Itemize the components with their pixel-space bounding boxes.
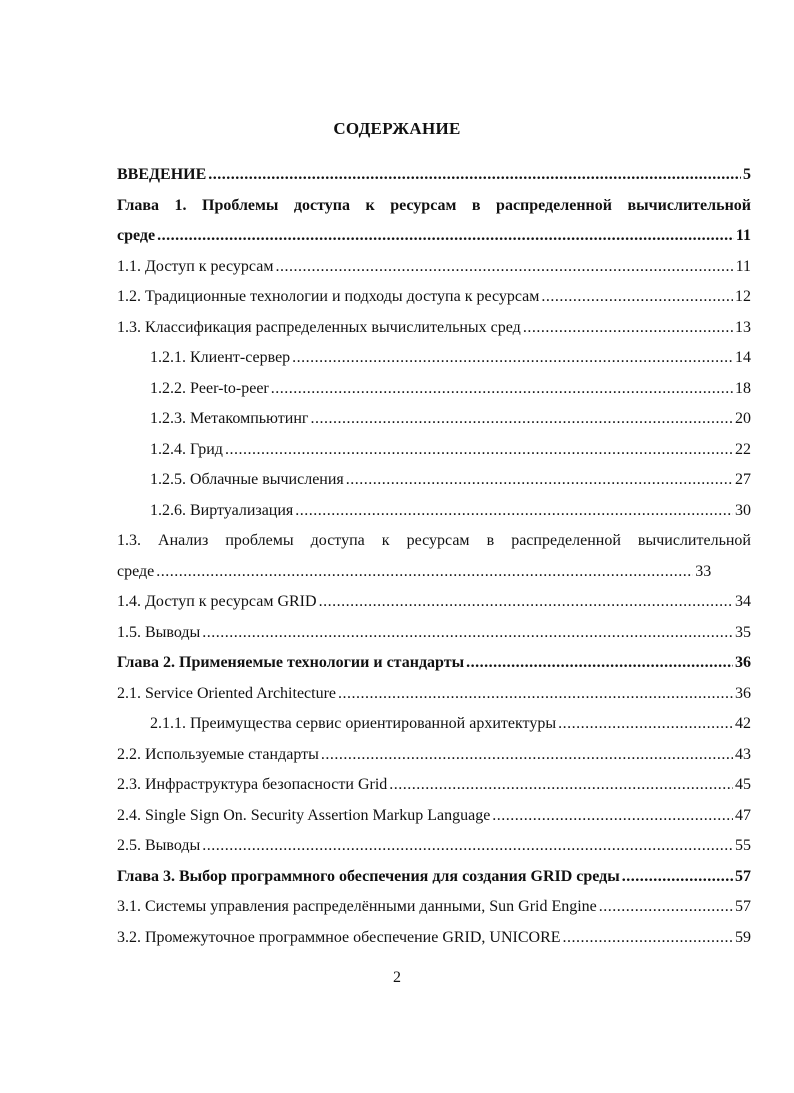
- dot-leader: [599, 898, 733, 916]
- toc-entry[interactable]: [117, 593, 751, 624]
- toc-entry-title: 1.2.6. Виртуализация: [150, 501, 294, 519]
- toc-entry[interactable]: [117, 654, 751, 685]
- toc-entry-page: 59: [735, 928, 751, 946]
- toc-entry-page: 57: [735, 898, 751, 915]
- toc-entry-page: 34: [735, 593, 751, 610]
- toc-entry-title: Глава 1. Проблемы доступа к ресурсам в распределенной вычислительной: [117, 196, 751, 214]
- toc-entry-page: 57: [735, 867, 751, 885]
- toc-entry-page: 11: [735, 227, 751, 244]
- toc-entry-page: 12: [735, 288, 751, 305]
- toc-entry-title: 3.2. Промежуточное программное обеспечение GRID, UNICORE: [117, 928, 561, 946]
- toc-entry-page: 43: [735, 745, 751, 763]
- toc-entry[interactable]: [117, 868, 751, 899]
- toc-entry-title: 1.2.3. Метакомпьютинг: [150, 410, 309, 427]
- toc-entry-page: 45: [735, 776, 751, 793]
- toc-entry-title: 2.5. Выводы: [117, 837, 201, 854]
- dot-leader: [319, 593, 733, 611]
- dot-leader: [208, 166, 741, 184]
- dot-leader: [541, 288, 733, 306]
- toc-entry[interactable]: [117, 288, 751, 319]
- page-number: 2: [393, 969, 401, 986]
- dot-leader: [389, 776, 733, 794]
- toc-entry-title: ВВЕДЕНИЕ: [117, 166, 207, 183]
- toc-entry[interactable]: [117, 837, 751, 868]
- page-title: СОДЕРЖАНИЕ: [333, 119, 461, 138]
- toc-entry[interactable]: [117, 624, 751, 655]
- toc-entry-title: Глава 2. Применяемые технологии и стандарты: [117, 654, 465, 671]
- toc-entry[interactable]: [117, 929, 751, 960]
- dot-leader: [157, 227, 734, 245]
- toc-entry-page: 47: [735, 806, 751, 824]
- toc-entry[interactable]: [117, 166, 751, 197]
- toc-entry-continuation[interactable]: [117, 563, 751, 594]
- toc-entry-page: 14: [735, 349, 751, 366]
- dot-leader: [338, 685, 733, 703]
- dot-leader: [202, 837, 733, 855]
- toc-entry-title: среде: [117, 227, 156, 244]
- toc-entry-title: 1.2. Традиционные технологии и подходы доступа к ресурсам: [117, 288, 540, 305]
- toc-entry-page: 5: [743, 166, 751, 183]
- toc-entry-title: 1.2.5. Облачные вычисления: [150, 471, 344, 488]
- toc-entry-page: 11: [735, 257, 751, 275]
- dot-leader: [310, 410, 733, 428]
- toc-entry-continuation[interactable]: [117, 227, 751, 258]
- toc-entry-title: 2.1.1. Преимущества сервис ориентированной архитектуры: [150, 715, 557, 732]
- dot-leader: [295, 502, 733, 520]
- dot-leader: [523, 319, 733, 337]
- toc-entry-title: 2.2. Используемые стандарты: [117, 745, 319, 763]
- toc-entry-title: 1.2.4. Грид: [150, 440, 223, 458]
- dot-leader: [292, 349, 733, 367]
- toc-entry-title: 1.2.1. Клиент-сервер: [150, 349, 291, 366]
- toc-entry[interactable]: [117, 258, 751, 289]
- toc-subentry[interactable]: [117, 471, 751, 502]
- toc-entry-page: 36: [735, 684, 751, 702]
- dot-leader: [321, 746, 733, 764]
- dot-leader: [492, 807, 733, 825]
- dot-leader: [558, 715, 733, 733]
- toc-entry[interactable]: [117, 776, 751, 807]
- toc-entry-title: 1.3. Классификация распределенных вычислительных сред: [117, 318, 521, 336]
- dot-leader: [622, 868, 733, 886]
- toc-entry-title: 1.5. Выводы: [117, 623, 201, 641]
- toc-entry-page: 22: [735, 440, 751, 458]
- toc-entry-title: 1.1. Доступ к ресурсам: [117, 257, 274, 275]
- toc-entry-page: 35: [735, 623, 751, 641]
- toc-entry[interactable]: [117, 197, 751, 228]
- toc-entry-page: 27: [735, 471, 751, 488]
- toc-entry[interactable]: [117, 685, 751, 716]
- dot-leader: [225, 441, 733, 459]
- toc-subentry[interactable]: [117, 441, 751, 472]
- dot-leader: [156, 563, 693, 581]
- dot-leader: [275, 258, 733, 276]
- toc-entry-title: 2.3. Инфраструктура безопасности Grid: [117, 776, 388, 793]
- dot-leader: [346, 471, 733, 489]
- toc-entry-page: 42: [735, 715, 751, 732]
- toc-subentry[interactable]: [117, 380, 751, 411]
- toc-entry-title: 1.4. Доступ к ресурсам GRID: [117, 593, 317, 610]
- toc-entry[interactable]: [117, 746, 751, 777]
- dot-leader: [466, 654, 733, 672]
- table-of-contents: [117, 166, 751, 959]
- toc-entry-title: Глава 3. Выбор программного обеспечения для создания GRID среды: [117, 867, 620, 885]
- toc-entry[interactable]: [117, 532, 751, 563]
- toc-entry-page: 20: [735, 410, 751, 427]
- toc-entry[interactable]: [117, 807, 751, 838]
- toc-entry-page: 18: [735, 379, 751, 397]
- toc-subentry[interactable]: [117, 349, 751, 380]
- toc-entry-page: 33: [695, 562, 712, 580]
- toc-entry-title: 2.1. Service Oriented Architecture: [117, 684, 337, 702]
- toc-entry[interactable]: [117, 319, 751, 350]
- toc-entry-title: 2.4. Single Sign On. Security Assertion Markup Language: [117, 806, 491, 824]
- toc-entry-page: 13: [735, 318, 751, 336]
- toc-entry-title: 1.2.2. Peer-to-peer: [150, 379, 269, 397]
- toc-entry-title: 1.3. Анализ проблемы доступа к ресурсам в распределенной вычислительной: [117, 532, 751, 549]
- dot-leader: [563, 929, 733, 947]
- toc-subentry[interactable]: [117, 715, 751, 746]
- toc-entry-page: 30: [735, 501, 751, 519]
- dot-leader: [202, 624, 733, 642]
- toc-subentry[interactable]: [117, 502, 751, 533]
- toc-entry-title: 3.1. Системы управления распределёнными данными, Sun Grid Engine: [117, 898, 597, 915]
- toc-entry-title: среде: [117, 562, 155, 580]
- toc-entry[interactable]: [117, 898, 751, 929]
- toc-entry-page: 36: [735, 654, 751, 671]
- toc-subentry[interactable]: [117, 410, 751, 441]
- toc-entry-page: 55: [735, 837, 751, 854]
- dot-leader: [271, 380, 733, 398]
